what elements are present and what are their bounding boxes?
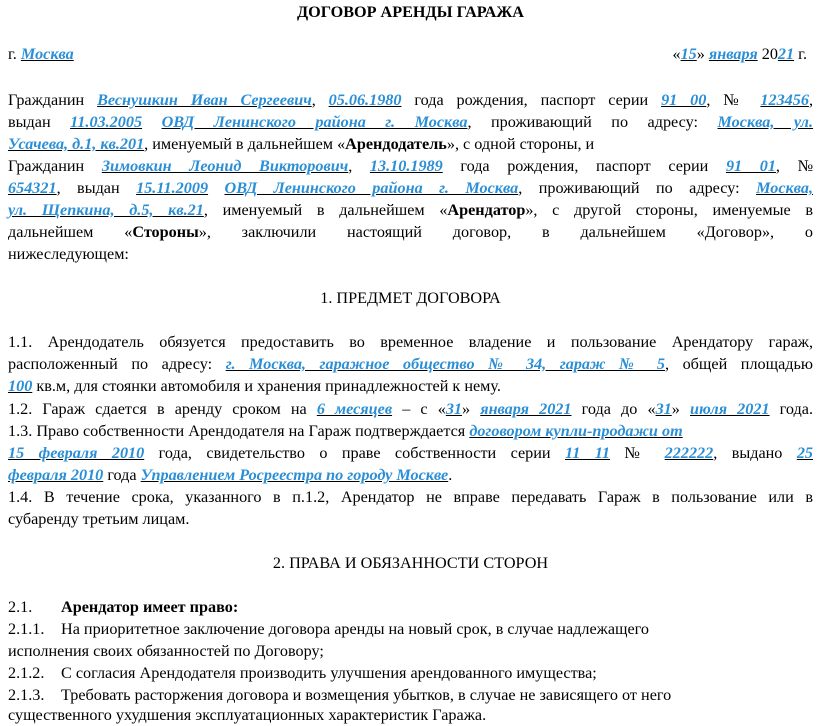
- parties-line-1: Гражданин Веснушкин Иван Сергеевич, 05.06.1980 года рождения, паспорт серии 91 00, № 123456,: [8, 91, 813, 109]
- parties-line-4: Гражданин Зимовкин Леонид Викторович, 13.10.1989 года рождения, паспорт серии 91 01, №: [8, 157, 814, 175]
- clause-2-1-2: 2.1.2. С согласия Арендодателя производить улучшения арендованного имущества;: [8, 664, 597, 682]
- date-month: января: [708, 45, 758, 63]
- date-day: 15: [680, 45, 697, 63]
- clause-2-1: 2.1. Арендатор имеет право:: [8, 598, 239, 616]
- city-field: Москва: [20, 45, 74, 63]
- parties-line-2: выдан 11.03.2005 ОВД Ленинского района г. Москва, проживающий по адресу: Москва, ул.: [8, 113, 814, 131]
- city-line: г. Москва: [8, 45, 74, 63]
- parties-line-6: ул. Щепкина, д.5, кв.21, именуемый в дальнейшем «Арендатор», с другой стороны, именуемые в: [8, 201, 813, 219]
- clause-2-1-1-line-2: исполнения своих обязанностей по Договору;: [8, 642, 324, 660]
- document-title: ДОГОВОР АРЕНДЫ ГАРАЖА: [296, 3, 524, 21]
- clause-1-3-line-1: 1.3. Право собственности Арендодателя на Гараж подтверждается договором купли-продажи от: [8, 422, 683, 440]
- date-year: 21: [777, 45, 795, 63]
- clause-2-1-3-line-1: 2.1.3. Требовать расторжения договора и возмещения убытков, в случае не зависящего от него: [8, 686, 672, 704]
- parties-line-5: 654321, выдан 15.11.2009 ОВД Ленинского района г. Москва, проживающий по адресу: Москва,: [8, 179, 813, 197]
- clause-1-1-line-1: 1.1. Арендодатель обязуется предоставить во временное владение и пользование Арендатору гараж,: [8, 333, 813, 351]
- clause-1-3-line-3: февраля 2010 года Управлением Росреестра по городу Москве.: [8, 466, 453, 484]
- clause-1-1-line-2: расположенный по адресу: г. Москва, гаражное общество № 34, гараж № 5, общей площадью: [8, 355, 813, 373]
- date-line: «15» января 2021 г.: [672, 45, 807, 63]
- parties-line-7: дальнейшем «Стороны», заключили настоящий договор, в дальнейшем «Договор», о: [8, 223, 814, 241]
- clause-1-3-line-2: 15 февраля 2010 года, свидетельство о праве собственности серии 11 11 № 222222, выдано 25: [8, 444, 813, 462]
- clause-1-4-line-1: 1.4. В течение срока, указанного в п.1.2, Арендатор не вправе передавать Гараж в пользование или в: [8, 488, 813, 506]
- section-1-heading: 1. ПРЕДМЕТ ДОГОВОРА: [320, 289, 501, 307]
- clause-1-1-line-3: 100 кв.м, для стоянки автомобиля и хранения принадлежностей к нему.: [8, 377, 501, 395]
- clause-2-1-3-line-2: существенного ухудшения эксплуатационных характеристик Гаража.: [8, 706, 487, 724]
- clause-1-4-line-2: субаренду третьим лицам.: [8, 510, 190, 528]
- clause-2-1-1-line-1: 2.1.1. На приоритетное заключение договора аренды на новый срок, в случае надлежащего: [8, 620, 649, 638]
- parties-line-3: Усачева, д.1, кв.201, именуемый в дальнейшем «Арендодатель», с одной стороны, и: [8, 135, 595, 153]
- section-2-heading: 2. ПРАВА И ОБЯЗАННОСТИ СТОРОН: [272, 554, 549, 572]
- parties-line-8: нижеследующем:: [8, 245, 129, 263]
- clause-1-2: 1.2. Гараж сдается в аренду сроком на 6 месяцев – с «31» января 2021 года до «31» июля 2021 года.: [8, 400, 814, 418]
